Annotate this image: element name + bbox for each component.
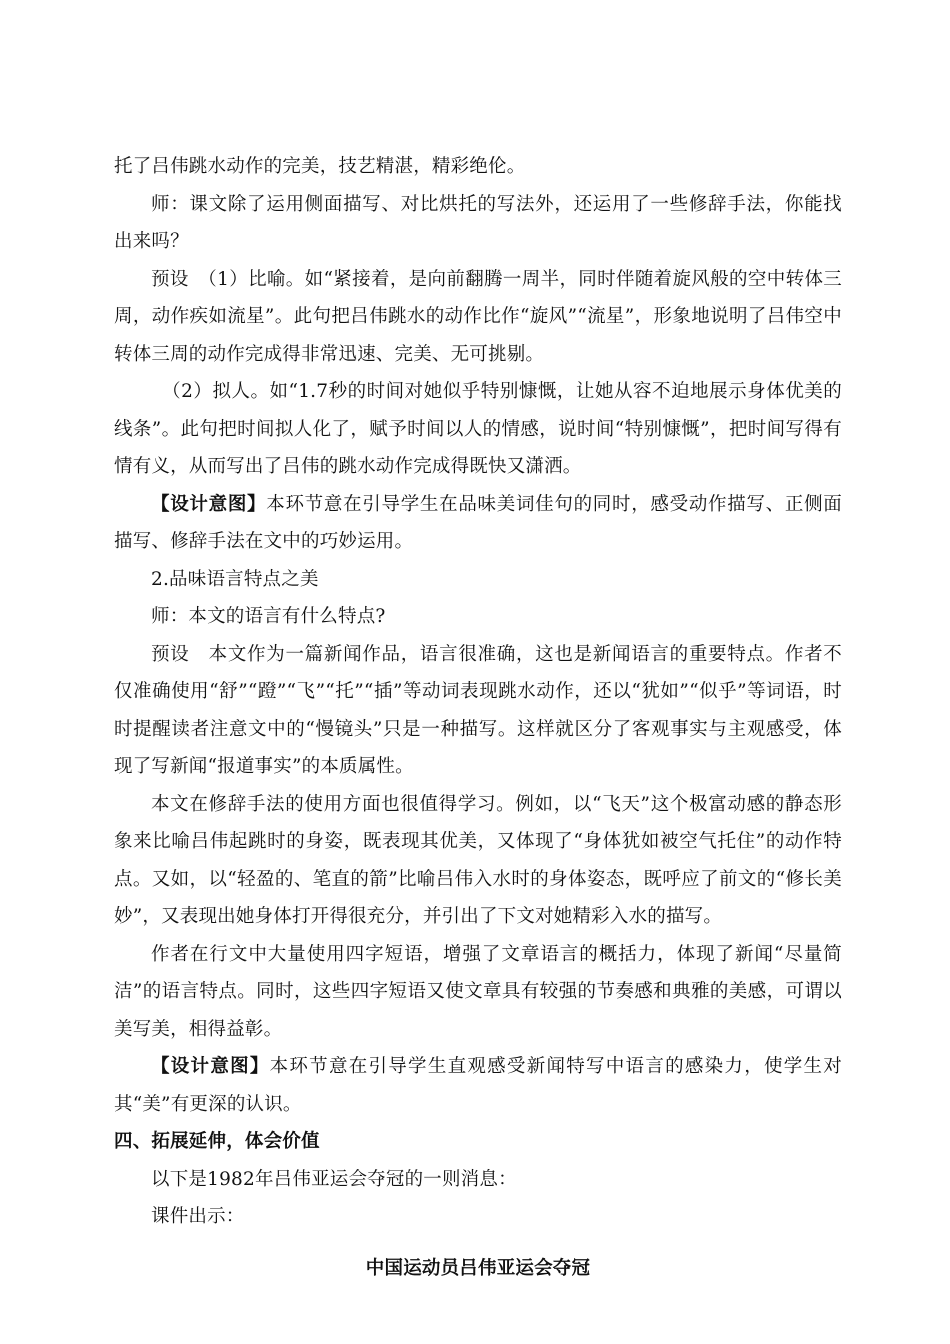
design-intent-text: 本环节意在引导学生直观感受新闻特写中语言的感染力，使学生对其“美”有更深的认识。	[114, 1056, 842, 1115]
paragraph-preset-metaphor: 预设 （1）比喻。如“紧接着，是向前翻腾一周半，同时伴随着旋风般的空中转体三周，动作疾如流星”。此句把吕伟跳水的动作比作“旋风”“流星”，形象地说明了吕伟空中转体三周的动作完成得非常迅速、完美、无可挑剔。	[114, 268, 842, 365]
paragraph-news-intro: 以下是1982年吕伟亚运会夺冠的一则消息：	[151, 1168, 517, 1190]
paragraph-courseware: 课件出示：	[151, 1206, 245, 1227]
subsection-title-language: 2.品味语言特点之美	[151, 568, 319, 590]
section-heading-extension: 四、拓展延伸，体会价值	[114, 1131, 320, 1152]
paragraph-preset-language: 预设 本文作为一篇新闻作品，语言很准确，这也是新闻语言的重要特点。作者不仅准确使用“舒”“蹬”“飞”“托”“插”等动词表现跳水动作，还以“犹如”“似乎”等词语，时时提醒读者注意文中的“慢镜头”只是一种描写。这样就区分了客观事实与主观感受，体现了写新闻“报道事实”的本质属性。	[114, 643, 842, 777]
paragraph-four-char-phrases: 作者在行文中大量使用四字短语，增强了文章语言的概括力，体现了新闻“尽量简洁”的语言特点。同时，这些四字短语又使文章具有较强的节奏感和典雅的美感，可谓以美写美，相得益彰。	[114, 943, 842, 1040]
paragraph-teacher-question-rhetoric: 师：课文除了运用侧面描写、对比烘托的写法外，还运用了一些修辞手法，你能找出来吗？	[114, 193, 842, 252]
design-intent-label: 【设计意图】	[151, 493, 267, 515]
document-body	[114, 148, 842, 1287]
paragraph-design-intent-1	[114, 486, 842, 561]
paragraph-design-intent-2	[114, 1048, 842, 1123]
paragraph-continuation: 托了吕伟跳水动作的完美，技艺精湛，精彩绝伦。	[114, 156, 526, 177]
paragraph-rhetoric-analysis: 本文在修辞手法的使用方面也很值得学习。例如，以“飞天”这个极富动感的静态形象来比喻吕伟起跳时的身姿，既表现其优美，又体现了“身体犹如被空气托住”的动作特点。又如，以“轻盈的、笔直的箭”比喻吕伟入水时的身体姿态，既呼应了前文的“修长美妙”，又表现出她身体打开得很充分，并引出了下文对她精彩入水的描写。	[114, 793, 842, 927]
paragraph-personification: （2）拟人。如“1.7秒的时间对她似乎特别慷慨，让她从容不迫地展示身体优美的线条”。此句把时间拟人化了，赋予时间以人的情感，说时间“特别慷慨”，把时间写得有情有义，从而写出了吕伟的跳水动作完成得既快又潇洒。	[114, 381, 842, 477]
design-intent-label: 【设计意图】	[151, 1056, 270, 1077]
design-intent-text: 本环节意在引导学生在品味美词佳句的同时，感受动作描写、正侧面描写、修辞手法在文中的巧妙运用。	[114, 493, 842, 552]
paragraph-teacher-question-language: 师：本文的语言有什么特点?	[151, 606, 386, 627]
news-title: 中国运动员吕伟亚运会夺冠	[365, 1257, 591, 1279]
